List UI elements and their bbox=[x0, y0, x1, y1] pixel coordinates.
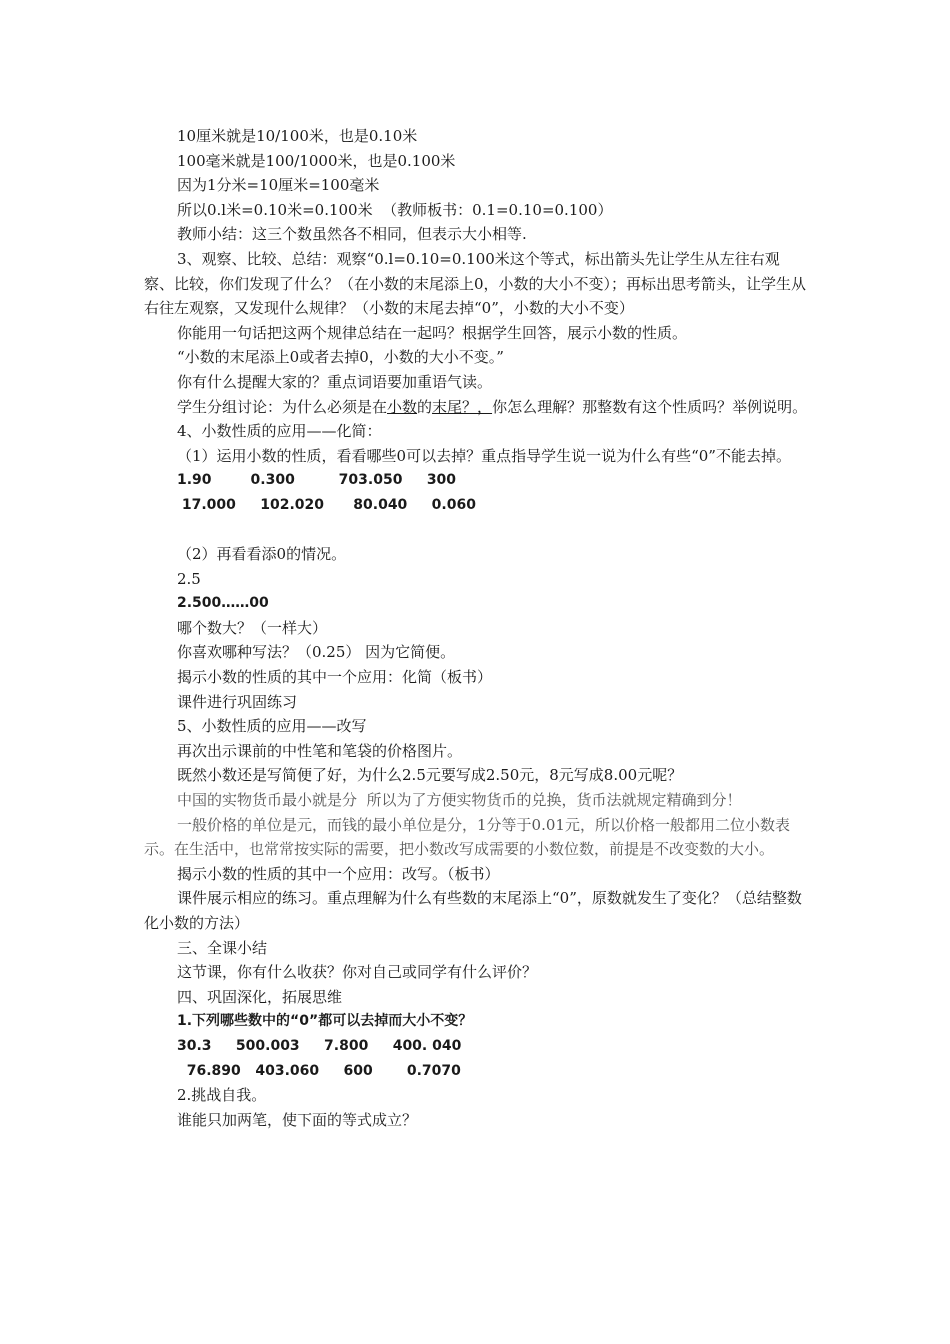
paragraph: 100毫米就是100/1000米，也是0.100米 bbox=[177, 151, 456, 170]
paragraph: 你喜欢哪种写法？（0.25） 因为它简便。 bbox=[177, 643, 456, 662]
number-list: 1.90 0.300 703.050 300 bbox=[177, 472, 457, 489]
paragraph: 揭示小数的性质的其中一个应用：化简（板书） bbox=[177, 668, 493, 687]
paragraph: 课件展示相应的练习。重点理解为什么有些数的末尾添上“0”，原数就发生了变化？（总结整数化小数的方法） bbox=[144, 889, 802, 932]
underlined-term: 小数 bbox=[387, 397, 418, 416]
number-example: 2.500……00 bbox=[177, 595, 269, 612]
paragraph: 教师小结：这三个数虽然各不相同，但表示大小相等. bbox=[177, 225, 527, 244]
paragraph: 你有什么提醒大家的？重点词语要加重语气读。 bbox=[177, 372, 493, 391]
document-body bbox=[144, 124, 808, 1132]
paragraph: 谁能只加两笔，使下面的等式成立？ bbox=[177, 1110, 418, 1129]
section-heading: 三、全课小结 bbox=[177, 938, 268, 957]
text-run: 你怎么理解？那整数有这个性质吗？举例说明。 bbox=[492, 397, 808, 416]
paragraph bbox=[144, 395, 808, 420]
exercise-title: 2.挑战自我。 bbox=[177, 1086, 267, 1105]
section-heading: 四、巩固深化，拓展思维 bbox=[177, 987, 343, 1006]
underlined-term: 末尾？， bbox=[432, 397, 493, 416]
blank-line bbox=[144, 518, 808, 543]
section-heading: 5、小数性质的应用——改写 bbox=[177, 717, 367, 736]
paragraph: 再次出示课前的中性笔和笔袋的价格图片。 bbox=[177, 741, 463, 760]
paragraph: 所以0.l米=0.10米=0.100米 （教师板书：0.1=0.10=0.100） bbox=[177, 200, 613, 219]
paragraph: “小数的末尾添上0或者去掉0，小数的大小不变。” bbox=[177, 348, 504, 367]
paragraph: 3、观察、比较、总结：观察“0.l=0.10=0.100米这个等式，标出箭头先让学生从左往右观察、比较，你们发现了什么？（在小数的末尾添上0，小数的大小不变）；再标出思考箭头，让学生从右往左观察，又发现什么规律？（小数的末尾去掉“0”，小数的大小不变） bbox=[144, 249, 807, 318]
paragraph: 揭示小数的性质的其中一个应用：改写。（板书） bbox=[177, 864, 500, 883]
paragraph: 课件进行巩固练习 bbox=[177, 692, 298, 711]
number-list: 76.890 403.060 600 0.7070 bbox=[177, 1062, 461, 1079]
text-run: 的 bbox=[417, 397, 433, 416]
exercise-title: 1.下列哪些数中的“0”都可以去掉而大小不变？ bbox=[177, 1013, 473, 1030]
paragraph: 因为1分米=10厘米=100毫米 bbox=[177, 176, 380, 195]
paragraph: 10厘米就是10/100米，也是0.10米 bbox=[177, 127, 418, 145]
number-example: 2.5 bbox=[177, 569, 201, 588]
paragraph: 哪个数大？（一样大） bbox=[177, 618, 328, 637]
number-list: 30.3 500.003 7.800 400. 040 bbox=[177, 1037, 462, 1054]
paragraph: 你能用一句话把这两个规律总结在一起吗？根据学生回答，展示小数的性质。 bbox=[177, 323, 688, 342]
paragraph: （1）运用小数的性质，看看哪些0可以去掉？重点指导学生说一说为什么有些“0”不能去掉。 bbox=[177, 446, 791, 465]
paragraph: 中国的实物货币最小就是分 所以为了方便实物货币的兑换，货币法就规定精确到分！ bbox=[177, 791, 742, 810]
text-run: 学生分组讨论：为什么必须是在 bbox=[177, 397, 388, 416]
paragraph: 既然小数还是写简便了好，为什么2.5元要写成2.50元，8元写成8.00元呢？ bbox=[177, 766, 683, 785]
paragraph: （2）再看看添0的情况。 bbox=[177, 545, 347, 564]
number-list: 17.000 102.020 80.040 0.060 bbox=[177, 496, 476, 513]
section-heading: 4、小数性质的应用——化简： bbox=[177, 422, 382, 441]
paragraph: 这节课，你有什么收获？你对自己或同学有什么评价？ bbox=[177, 963, 538, 982]
paragraph: 一般价格的单位是元，而钱的最小单位是分，1分等于0.01元，所以价格一般都用二位小数表示。在生活中，也常常按实际的需要，把小数改写成需要的小数位数，前提是不改变数的大小。 bbox=[144, 815, 790, 859]
